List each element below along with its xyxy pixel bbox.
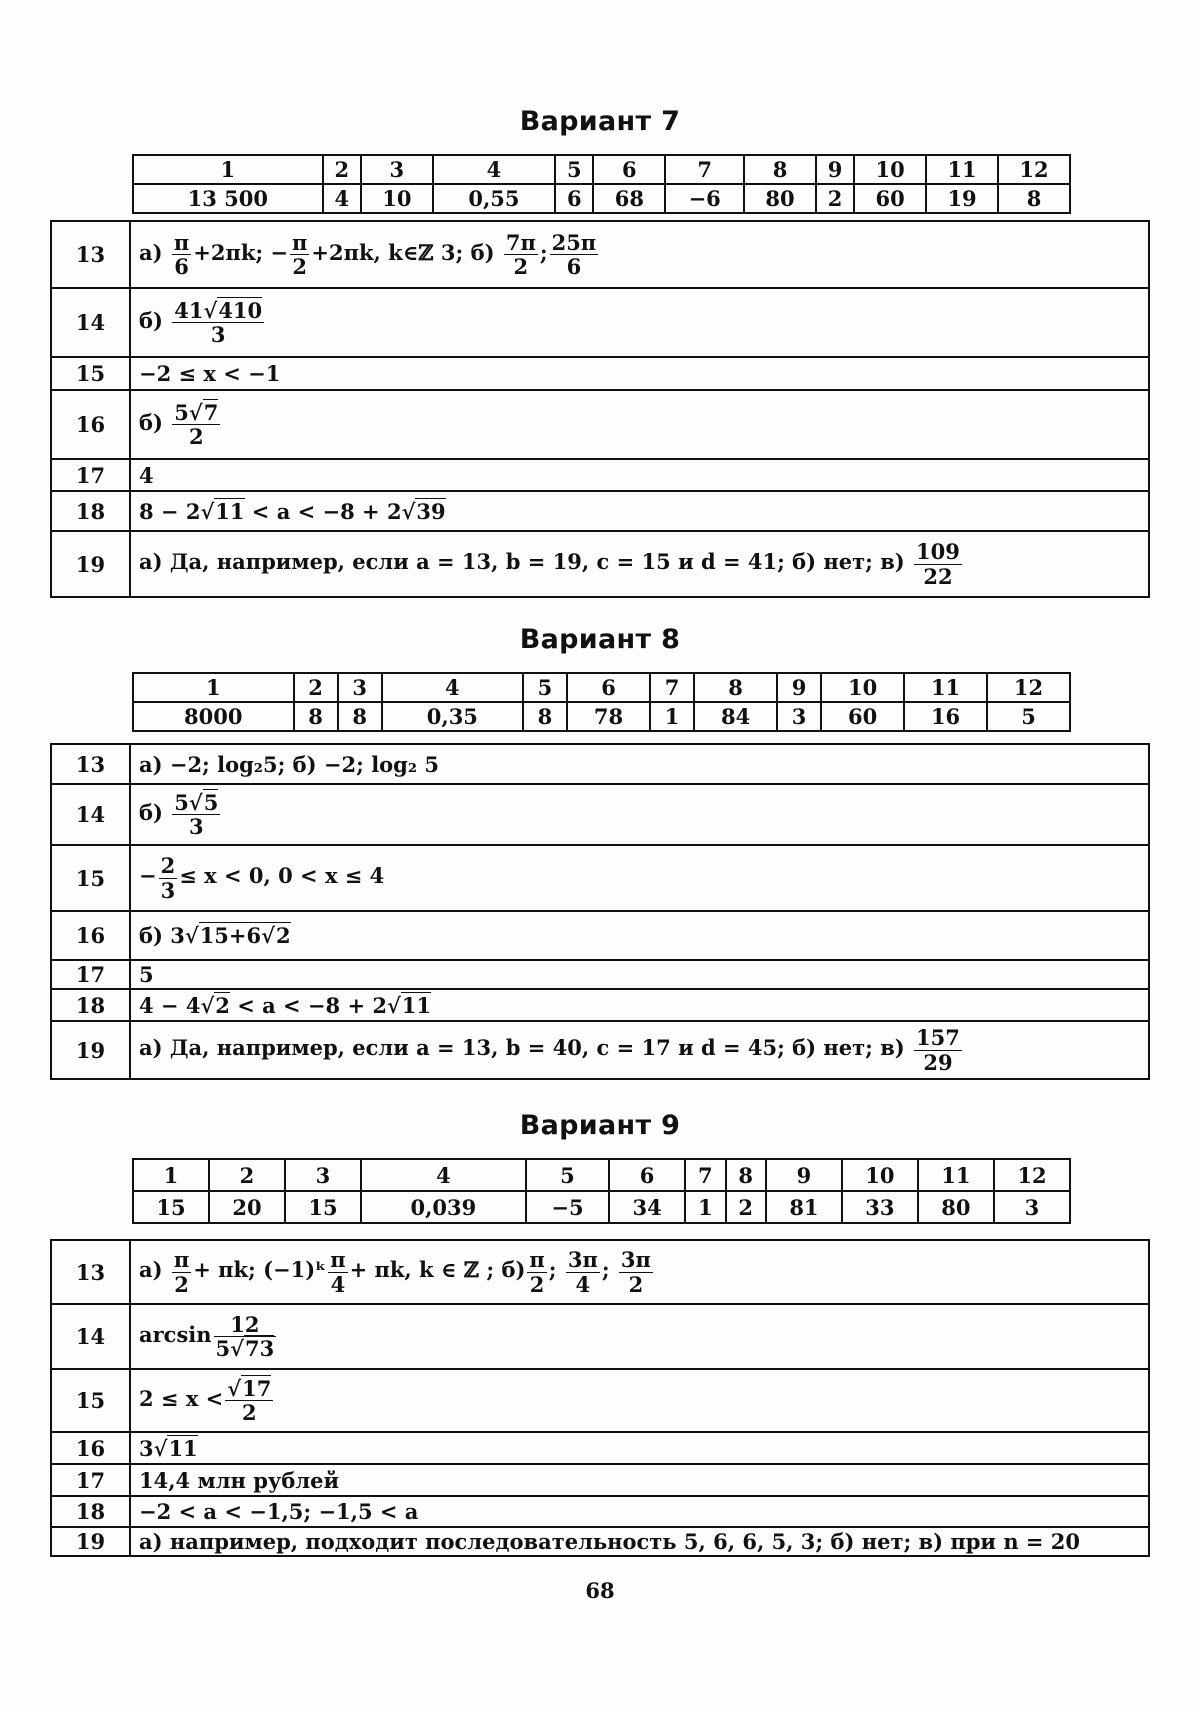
- answer-cell: 1: [650, 702, 694, 731]
- coef: 5: [174, 789, 189, 815]
- task-number: 7: [650, 673, 694, 702]
- answer-18: 8 − 2√11 < a < −8 + 2√39: [130, 491, 1149, 531]
- task-number: 2: [323, 155, 361, 184]
- answer-cell: 1: [685, 1191, 725, 1223]
- expr-text: + πk; (−1)ᵏ: [193, 1257, 327, 1283]
- task-number: 6: [593, 155, 665, 184]
- task-number: 12: [998, 155, 1070, 184]
- answer-cell: 60: [821, 702, 904, 731]
- task-number: 15: [51, 1369, 130, 1432]
- answer-cell: 15: [285, 1191, 361, 1223]
- task-number: 6: [609, 1159, 685, 1191]
- task-number: 3: [361, 155, 433, 184]
- task-number: 12: [987, 673, 1070, 702]
- table-row: [51, 357, 1149, 390]
- table-row: [51, 1240, 1149, 1304]
- radicand: 410: [218, 297, 263, 323]
- task-number: 7: [665, 155, 744, 184]
- numerator: 109: [916, 539, 960, 565]
- numerator: 7π: [505, 229, 536, 255]
- table-row: [51, 288, 1149, 357]
- denominator: 3: [188, 814, 204, 839]
- table-row: [51, 1527, 1149, 1556]
- answer-cell: 84: [694, 702, 777, 731]
- answer-cell: 4: [323, 184, 361, 213]
- answer-cell: 8: [338, 702, 382, 731]
- variant-9-heading: Вариант 9: [519, 1110, 681, 1141]
- answer-19: [130, 1021, 1149, 1079]
- variant-8-heading: Вариант 8: [519, 624, 681, 655]
- table-row: [51, 390, 1149, 459]
- fraction: [619, 1248, 653, 1295]
- label: б): [139, 410, 163, 435]
- label: а): [139, 240, 163, 265]
- label: б): [139, 800, 163, 825]
- answer-19: а) например, подходит последовательность 5, 6, 6, 5, 3; б) нет; в) при n = 20: [130, 1527, 1149, 1556]
- answer-cell: 3: [994, 1191, 1070, 1223]
- numerator: π: [529, 1247, 545, 1273]
- answer-cell: 68: [593, 184, 665, 213]
- radicand: 11: [215, 498, 245, 524]
- answer-cell: 80: [744, 184, 816, 213]
- answer-cell: 33: [842, 1191, 918, 1223]
- task-number: 11: [918, 1159, 994, 1191]
- denominator: 2: [188, 424, 204, 449]
- task-number: 9: [816, 155, 854, 184]
- separator: ;: [539, 240, 548, 265]
- expr-text: arcsin: [139, 1322, 212, 1347]
- task-number: 9: [777, 673, 821, 702]
- variant-8-short-answers: [132, 672, 1071, 732]
- denominator: 3: [160, 877, 176, 903]
- expr-text: 15+6: [199, 923, 262, 948]
- table-row: [51, 744, 1149, 784]
- answer-cell: 8: [523, 702, 567, 731]
- table-row: [51, 1369, 1149, 1432]
- numerator: 5√5: [174, 789, 219, 815]
- task-number: 2: [294, 673, 338, 702]
- task-number: 19: [51, 1021, 130, 1079]
- answer-cell: 8: [294, 702, 338, 731]
- task-number: 18: [51, 491, 130, 531]
- answer-13: а) −2; log₂5; б) −2; log₂ 5: [130, 744, 1149, 784]
- task-number: 8: [726, 1159, 766, 1191]
- task-number: 11: [904, 673, 987, 702]
- task-number: 13: [51, 1240, 130, 1304]
- task-number: 4: [382, 673, 523, 702]
- task-number: 6: [567, 673, 650, 702]
- task-number: 1: [133, 673, 294, 702]
- denominator: 22: [923, 563, 953, 589]
- answer-cell: 2: [726, 1191, 766, 1223]
- answer-cell: 34: [609, 1191, 685, 1223]
- answer-13: [130, 1240, 1149, 1304]
- expr-text: < a < −8 + 2: [244, 498, 402, 524]
- radicand: 17: [242, 1375, 272, 1401]
- table-row: [51, 960, 1149, 989]
- answer-17: 5: [130, 960, 1149, 989]
- denominator: 4: [575, 1271, 591, 1297]
- variant-7-heading: Вариант 7: [519, 106, 681, 137]
- answer-cell: 16: [904, 702, 987, 731]
- table-row: [51, 784, 1149, 845]
- label: а): [139, 1257, 163, 1283]
- numerator: π: [173, 229, 190, 255]
- answer-cell: 3: [777, 702, 821, 731]
- radicand: 15+6√2: [199, 923, 291, 948]
- task-number: 9: [766, 1159, 842, 1191]
- numerator: 3π: [620, 1247, 651, 1273]
- answer-cell: 19: [926, 184, 998, 213]
- answer-14: [130, 1304, 1149, 1369]
- radicand: 5: [203, 789, 219, 815]
- denominator: 5√73: [215, 1336, 275, 1361]
- radicand: 39: [416, 498, 446, 524]
- table-row: [51, 989, 1149, 1021]
- expr-text: а) Да, например, если a = 13, b = 40, c = 17 и d = 45; б) нет; в): [139, 1035, 905, 1061]
- task-number: 17: [51, 960, 130, 989]
- answer-cell: 6: [555, 184, 593, 213]
- task-number: 17: [51, 459, 130, 491]
- answer-15: [130, 845, 1149, 911]
- denominator: 2: [241, 1400, 257, 1425]
- fraction: [328, 1248, 347, 1295]
- page-number: 68: [585, 1578, 615, 1603]
- denominator: 2: [292, 254, 308, 279]
- expr-text: 2 ≤ x <: [139, 1386, 224, 1411]
- task-number: 16: [51, 911, 130, 960]
- answer-cell: 20: [209, 1191, 285, 1223]
- table-row: [51, 911, 1149, 960]
- variant-8-long-answers: [50, 743, 1150, 1080]
- task-number: 19: [51, 1527, 130, 1556]
- task-number: 14: [51, 784, 130, 845]
- answer-row: [133, 1191, 1070, 1223]
- radicand: 2: [215, 992, 230, 1018]
- task-number: 10: [854, 155, 926, 184]
- denominator: 3: [210, 322, 226, 347]
- denominator: 29: [923, 1049, 953, 1075]
- minus-sign: −: [139, 863, 157, 889]
- coef: 5: [174, 399, 189, 425]
- task-number: 12: [994, 1159, 1070, 1191]
- numerator: 2: [160, 853, 176, 879]
- numerator: 157: [916, 1025, 960, 1051]
- answer-17: 4: [130, 459, 1149, 491]
- fraction: [566, 1248, 600, 1295]
- answer-16: [130, 390, 1149, 459]
- numerator: 3π: [567, 1247, 598, 1273]
- numerator: π: [330, 1247, 346, 1273]
- denominator: 2: [529, 1271, 545, 1297]
- denominator: 2: [174, 1271, 189, 1297]
- radicand: 73: [244, 1336, 275, 1361]
- table-row: [51, 1432, 1149, 1464]
- fraction: [172, 299, 264, 346]
- task-number: 11: [926, 155, 998, 184]
- answer-row: [133, 184, 1070, 213]
- fraction: [214, 1313, 277, 1360]
- fraction: [914, 1026, 962, 1073]
- task-number: 18: [51, 1496, 130, 1527]
- numerator: π: [292, 229, 308, 255]
- table-row: [51, 531, 1149, 597]
- fraction: [172, 401, 220, 448]
- fraction: [159, 854, 178, 901]
- task-number: 3: [285, 1159, 361, 1191]
- table-row: [51, 1496, 1149, 1527]
- expr-text: ≤ x < 0, 0 < x ≤ 4: [179, 863, 385, 889]
- answer-18: 4 − 4√2 < a < −8 + 2√11: [130, 989, 1149, 1021]
- task-number: 4: [361, 1159, 526, 1191]
- denominator: 6: [566, 254, 582, 279]
- numerator: √17: [227, 1375, 272, 1401]
- variant-7-long-answers: [50, 220, 1150, 598]
- task-number-row: [133, 155, 1070, 184]
- coef: 5: [215, 1336, 231, 1361]
- task-number: 5: [523, 673, 567, 702]
- task-number: 17: [51, 1464, 130, 1496]
- expr-text: + πk, k ∈ ℤ ; б): [349, 1257, 526, 1283]
- expr-text: < a < −8 + 2: [229, 992, 387, 1018]
- fraction: [225, 1377, 273, 1424]
- variant-9-short-answers: [132, 1158, 1071, 1224]
- task-number: 10: [842, 1159, 918, 1191]
- answer-19: [130, 531, 1149, 597]
- task-number: 3: [338, 673, 382, 702]
- answer-16: б) 3√15+6√2: [130, 911, 1149, 960]
- task-number: 16: [51, 390, 130, 459]
- fraction: [172, 1248, 191, 1295]
- task-number: 13: [51, 221, 130, 288]
- coef: 3: [139, 1435, 154, 1461]
- answer-16: 3√11: [130, 1432, 1149, 1464]
- answer-cell: 0,039: [361, 1191, 526, 1223]
- radicand: 7: [203, 399, 219, 425]
- answer-15: −2 ≤ x < −1: [130, 357, 1149, 390]
- separator: ;: [601, 1257, 610, 1283]
- coef: 41: [174, 297, 204, 323]
- denominator: 2: [628, 1271, 644, 1297]
- radicand: 11: [401, 992, 432, 1018]
- label: б): [139, 308, 163, 333]
- table-row: [51, 845, 1149, 911]
- fraction: [290, 231, 309, 278]
- answer-14: [130, 784, 1149, 845]
- task-number: 14: [51, 288, 130, 357]
- radicand: 2: [275, 923, 291, 948]
- task-number: 1: [133, 1159, 209, 1191]
- answer-cell: 13 500: [133, 184, 323, 213]
- task-number: 15: [51, 357, 130, 390]
- numerator: 41√410: [174, 297, 263, 323]
- table-row: [51, 221, 1149, 288]
- task-number: 7: [685, 1159, 725, 1191]
- answer-cell: 2: [816, 184, 854, 213]
- task-number: 16: [51, 1432, 130, 1464]
- expr-text: +2πk; −: [193, 240, 289, 265]
- numerator: 12: [214, 1313, 277, 1337]
- fraction: [172, 791, 220, 838]
- expr-text: +2πk, k∈ℤ 3; б): [311, 240, 495, 265]
- answer-cell: 15: [133, 1191, 209, 1223]
- denominator: 6: [174, 254, 189, 279]
- answer-17: 14,4 млн рублей: [130, 1464, 1149, 1496]
- table-row: [51, 491, 1149, 531]
- answer-cell: 0,35: [382, 702, 523, 731]
- table-row: [51, 1021, 1149, 1079]
- expr-text: а) Да, например, если a = 13, b = 19, c = 15 и d = 41; б) нет; в): [139, 549, 905, 575]
- numerator: 5√7: [174, 399, 219, 425]
- variant-7-short-answers: [132, 154, 1071, 214]
- fraction: [527, 1248, 546, 1295]
- answer-13: [130, 221, 1149, 288]
- answer-row: [133, 702, 1070, 731]
- label: б) 3: [139, 923, 185, 948]
- separator: ;: [548, 1257, 557, 1283]
- fraction: [504, 231, 538, 278]
- numerator: π: [173, 1247, 190, 1273]
- answer-18: −2 < a < −1,5; −1,5 < a: [130, 1496, 1149, 1527]
- radicand: 11: [168, 1435, 198, 1461]
- task-number-row: [133, 673, 1070, 702]
- answer-cell: 0,55: [433, 184, 555, 213]
- task-number: 1: [133, 155, 323, 184]
- task-number: 18: [51, 989, 130, 1021]
- expr-text: 4 − 4: [139, 992, 201, 1018]
- table-row: [51, 459, 1149, 491]
- task-number: 5: [526, 1159, 609, 1191]
- answer-14: [130, 288, 1149, 357]
- task-number-row: [133, 1159, 1070, 1191]
- task-number: 19: [51, 531, 130, 597]
- answer-15: [130, 1369, 1149, 1432]
- answer-cell: −5: [526, 1191, 609, 1223]
- answer-cell: 78: [567, 702, 650, 731]
- table-row: [51, 1464, 1149, 1496]
- expr-text: 8 − 2: [139, 498, 201, 524]
- answer-cell: 8: [998, 184, 1070, 213]
- task-number: 15: [51, 845, 130, 911]
- task-number: 10: [821, 673, 904, 702]
- task-number: 2: [209, 1159, 285, 1191]
- answer-cell: 60: [854, 184, 926, 213]
- task-number: 8: [744, 155, 816, 184]
- task-number: 8: [694, 673, 777, 702]
- task-number: 13: [51, 744, 130, 784]
- answer-cell: 10: [361, 184, 433, 213]
- fraction: [550, 231, 599, 278]
- fraction: [914, 540, 962, 587]
- table-row: [51, 1304, 1149, 1369]
- task-number: 14: [51, 1304, 130, 1369]
- denominator: 4: [330, 1271, 346, 1297]
- task-number: 5: [555, 155, 593, 184]
- answer-cell: 80: [918, 1191, 994, 1223]
- answer-cell: 81: [766, 1191, 842, 1223]
- variant-9-long-answers: [50, 1239, 1150, 1557]
- fraction: [172, 231, 191, 278]
- task-number: 4: [433, 155, 555, 184]
- numerator: 25π: [551, 229, 597, 255]
- answer-cell: −6: [665, 184, 744, 213]
- denominator: 2: [513, 254, 529, 279]
- answer-cell: 8000: [133, 702, 294, 731]
- answer-cell: 5: [987, 702, 1070, 731]
